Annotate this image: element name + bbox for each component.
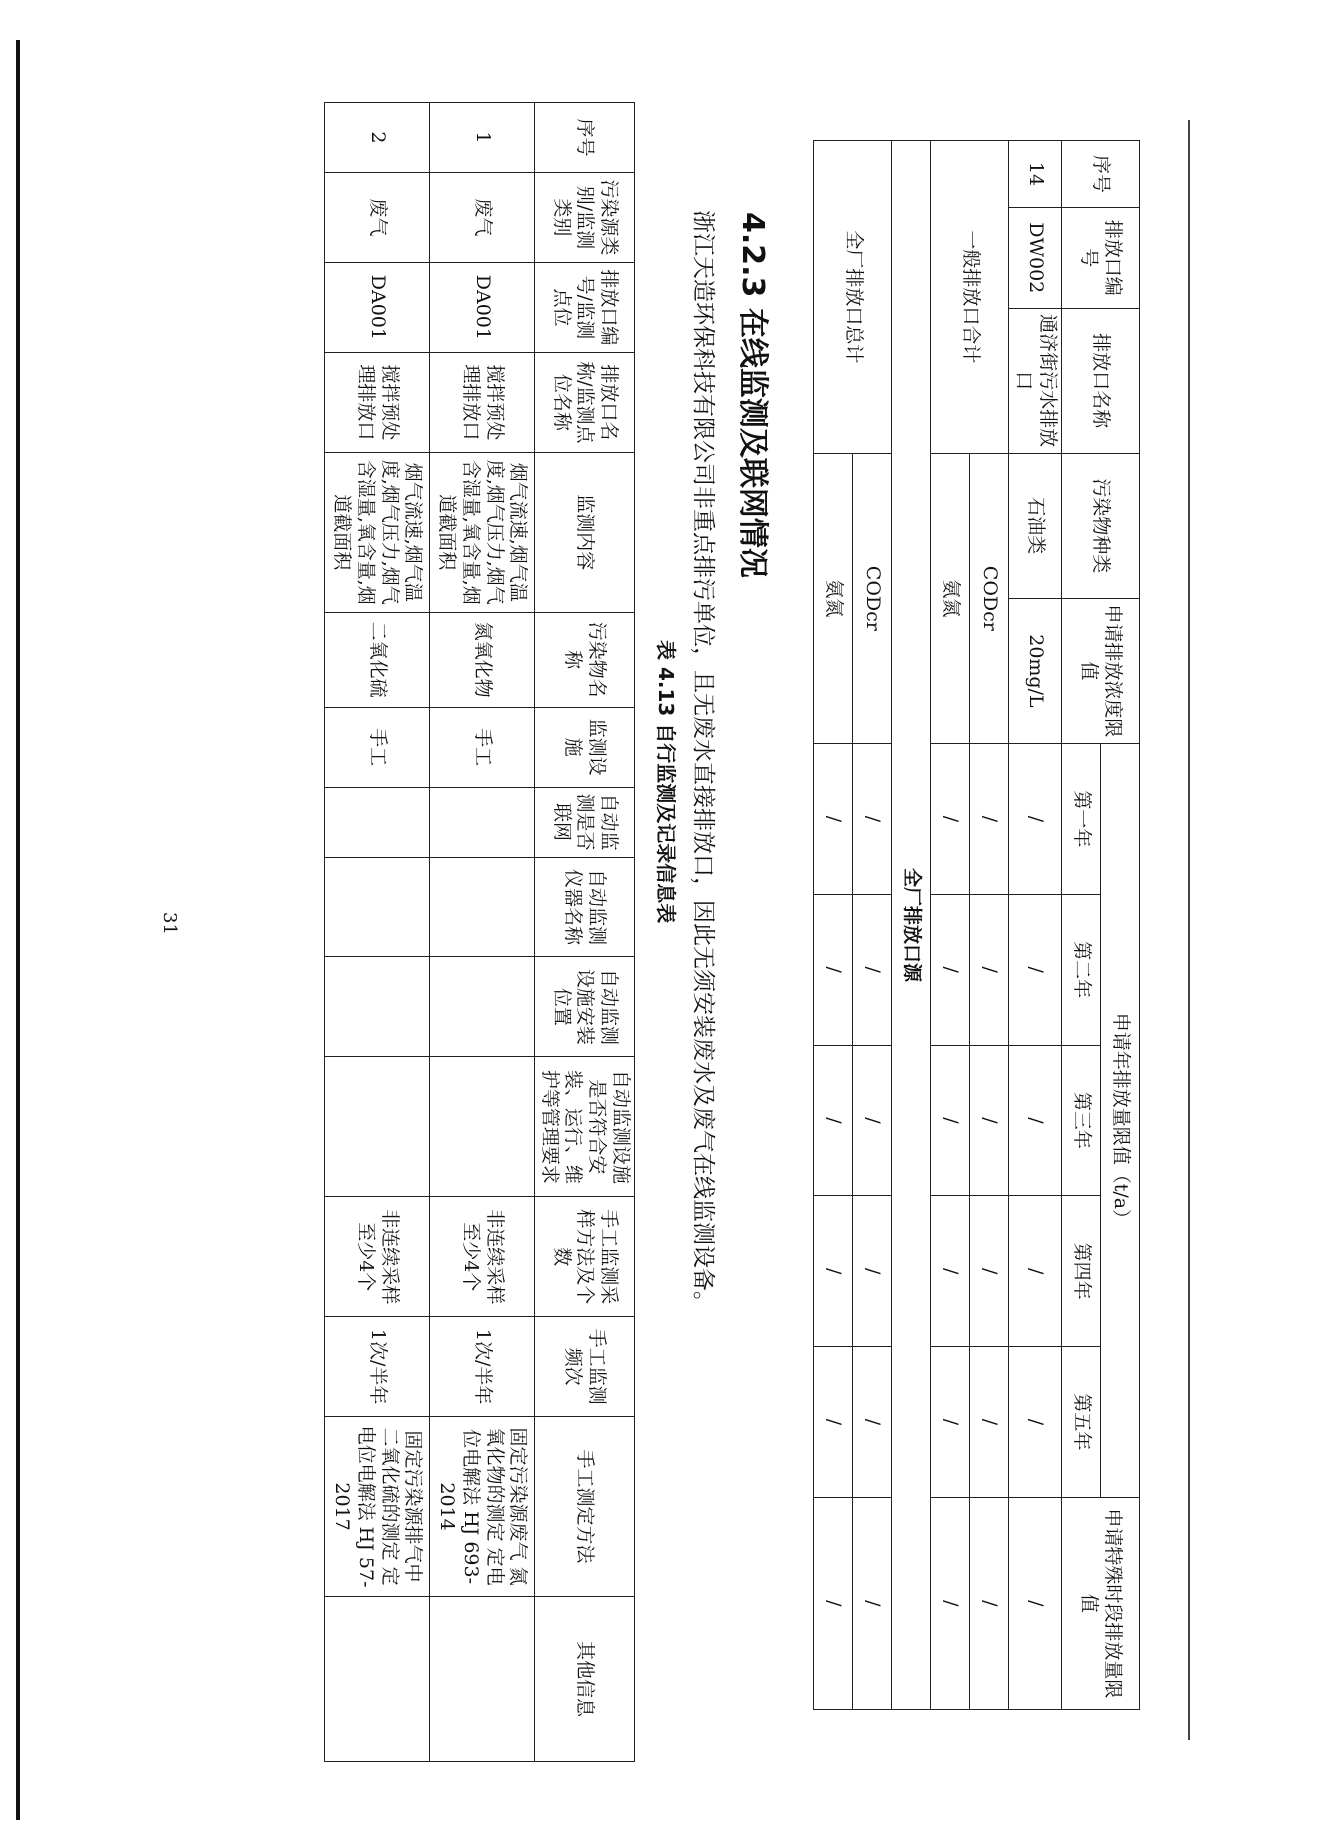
cell: 废气 [430,172,535,262]
header-limit-conc: 申请排放浓度限值 [1062,598,1140,743]
header-manual-test: 手工测定方法 [535,1417,635,1597]
cell: / [931,1497,970,1709]
header-year2: 第二年 [1062,894,1101,1045]
header-outlet-no: 排放口编号 [1062,208,1140,309]
header-auto-net: 自动监测是否联网 [535,787,635,857]
cell: 二氧化硫 [325,612,430,707]
cell: 非连续采样 至少4个 [430,1197,535,1317]
cell: / [931,894,970,1045]
cell: DW002 [1009,208,1062,309]
table-row [430,103,535,1762]
table-row [853,141,892,1710]
cell [325,957,430,1057]
cell [325,1057,430,1197]
cell: CODcr [970,453,1009,743]
cell: 烟气流速,烟气温度,烟气压力,烟气含湿量,氧含量,烟道截面积 [325,452,430,612]
cell: 搅拌预处理排放口 [430,352,535,452]
cell: / [1009,744,1062,895]
cell: / [814,1347,853,1498]
cell: / [814,1497,853,1709]
cell: / [931,1347,970,1498]
header-facility: 监测设施 [535,707,635,787]
table2-header-row [535,103,635,1762]
cell: / [814,1196,853,1347]
cell: 烟气流速,烟气温度,烟气压力,烟气含湿量,氧含量,烟道截面积 [430,452,535,612]
cell [325,857,430,957]
cell: 1次/半年 [325,1317,430,1417]
header-seq: 序号 [1062,141,1140,208]
table-row [970,141,1009,1710]
top-rule [1188,120,1190,1740]
cell: / [931,744,970,895]
header-year3: 第三年 [1062,1045,1101,1196]
cell [430,957,535,1057]
cell: / [931,1196,970,1347]
cell: 20mg/L [1009,598,1062,743]
cell: 手工 [430,707,535,787]
cell: 非连续采样 至少4个 [325,1197,430,1317]
cell: / [1009,1497,1062,1709]
header-pollutant: 污染物种类 [1062,453,1140,598]
cell: 氨氮 [931,453,970,743]
cell: / [1009,1045,1062,1196]
header-year5: 第五年 [1062,1347,1101,1498]
emission-limit-table [814,140,1141,1710]
header-outlet-name: 排放口名称/监测点位名称 [535,352,635,452]
header-auto-req: 自动监测设施是否符合安装、运行、维护等管理要求 [535,1057,635,1197]
cell [325,787,430,857]
header-content: 监测内容 [535,452,635,612]
header-manual-method: 手工监测采样方法及个数 [535,1197,635,1317]
cell: 通济街污水排放口 [1009,308,1062,453]
cell [430,857,535,957]
cell: / [814,1045,853,1196]
cell [325,1597,430,1762]
table-caption: 表 4.13 自行监测及记录信息表 [654,640,678,924]
cell: / [970,1045,1009,1196]
cell: / [931,1045,970,1196]
cell: / [853,1045,892,1196]
cell: / [814,894,853,1045]
cell: DA001 [325,262,430,352]
body-paragraph: 浙江天造环保科技有限公司非重点排污单位，且无废水直接排放口，因此无须安装废水及废气在线监测设备。 [690,210,716,1314]
cell: 2 [325,103,430,173]
header-year4: 第四年 [1062,1196,1101,1347]
cell: / [970,744,1009,895]
table-row [1009,141,1062,1710]
cell: 1次/半年 [430,1317,535,1417]
table-row [325,103,430,1762]
cell: 固定污染源排气中二氧化硫的测定 定电位电解法 HJ 57-2017 [325,1417,430,1597]
cell: / [970,894,1009,1045]
cell: DA001 [430,262,535,352]
header-outlet-no: 排放口编号/监测点位 [535,262,635,352]
table-row [892,141,931,1710]
cell: 废气 [325,172,430,262]
cell [430,1597,535,1762]
cell: / [853,744,892,895]
header-seq: 序号 [535,103,635,173]
cell: / [970,1196,1009,1347]
header-type: 污染源类别/监测类别 [535,172,635,262]
section-title: 4.2.3 在线监测及联网情况 [735,212,770,578]
cell: 搅拌预处理排放口 [325,352,430,452]
table1-header-row-1 [1101,141,1140,1710]
cell: / [1009,1196,1062,1347]
header-year1: 第一年 [1062,744,1101,895]
header-special: 申请特殊时段排放量限值 [1062,1497,1140,1709]
cell: 氨氮 [814,453,853,743]
cell: 1 [430,103,535,173]
plant-total-label: 全厂排放口总计 [814,141,892,454]
cell: / [970,1497,1009,1709]
page-number: 31 [159,912,180,935]
cell: / [1009,894,1062,1045]
cell: / [970,1347,1009,1498]
header-auto-pos: 自动监测设施安装位置 [535,957,635,1057]
cell: / [853,1347,892,1498]
header-outlet-name: 排放口名称 [1062,308,1140,453]
cell: / [853,1196,892,1347]
header-other: 其他信息 [535,1597,635,1762]
general-total-label: 一般排放口合计 [931,141,1009,454]
bottom-rule [16,40,20,1820]
header-auto-name: 自动监测仪器名称 [535,857,635,957]
cell: / [853,894,892,1045]
cell: CODcr [853,453,892,743]
cell: / [1009,1347,1062,1498]
header-manual-freq: 手工监测频次 [535,1317,635,1417]
cell [430,1057,535,1197]
cell: / [853,1497,892,1709]
self-monitoring-table [324,102,635,1762]
cell: 14 [1009,141,1062,208]
header-annual-limit: 申请年排放量限值（t/a） [1101,744,1140,1498]
cell: / [814,744,853,895]
cell [430,787,535,857]
cell: 氮氧化物 [430,612,535,707]
header-pollutant: 污染物名称 [535,612,635,707]
cell: 固定污染源废气 氮氧化物的测定 定电位电解法 HJ 693-2014 [430,1417,535,1597]
cell: 石油类 [1009,453,1062,598]
cell: 手工 [325,707,430,787]
plant-section-label: 全厂排放口源 [892,141,931,1710]
